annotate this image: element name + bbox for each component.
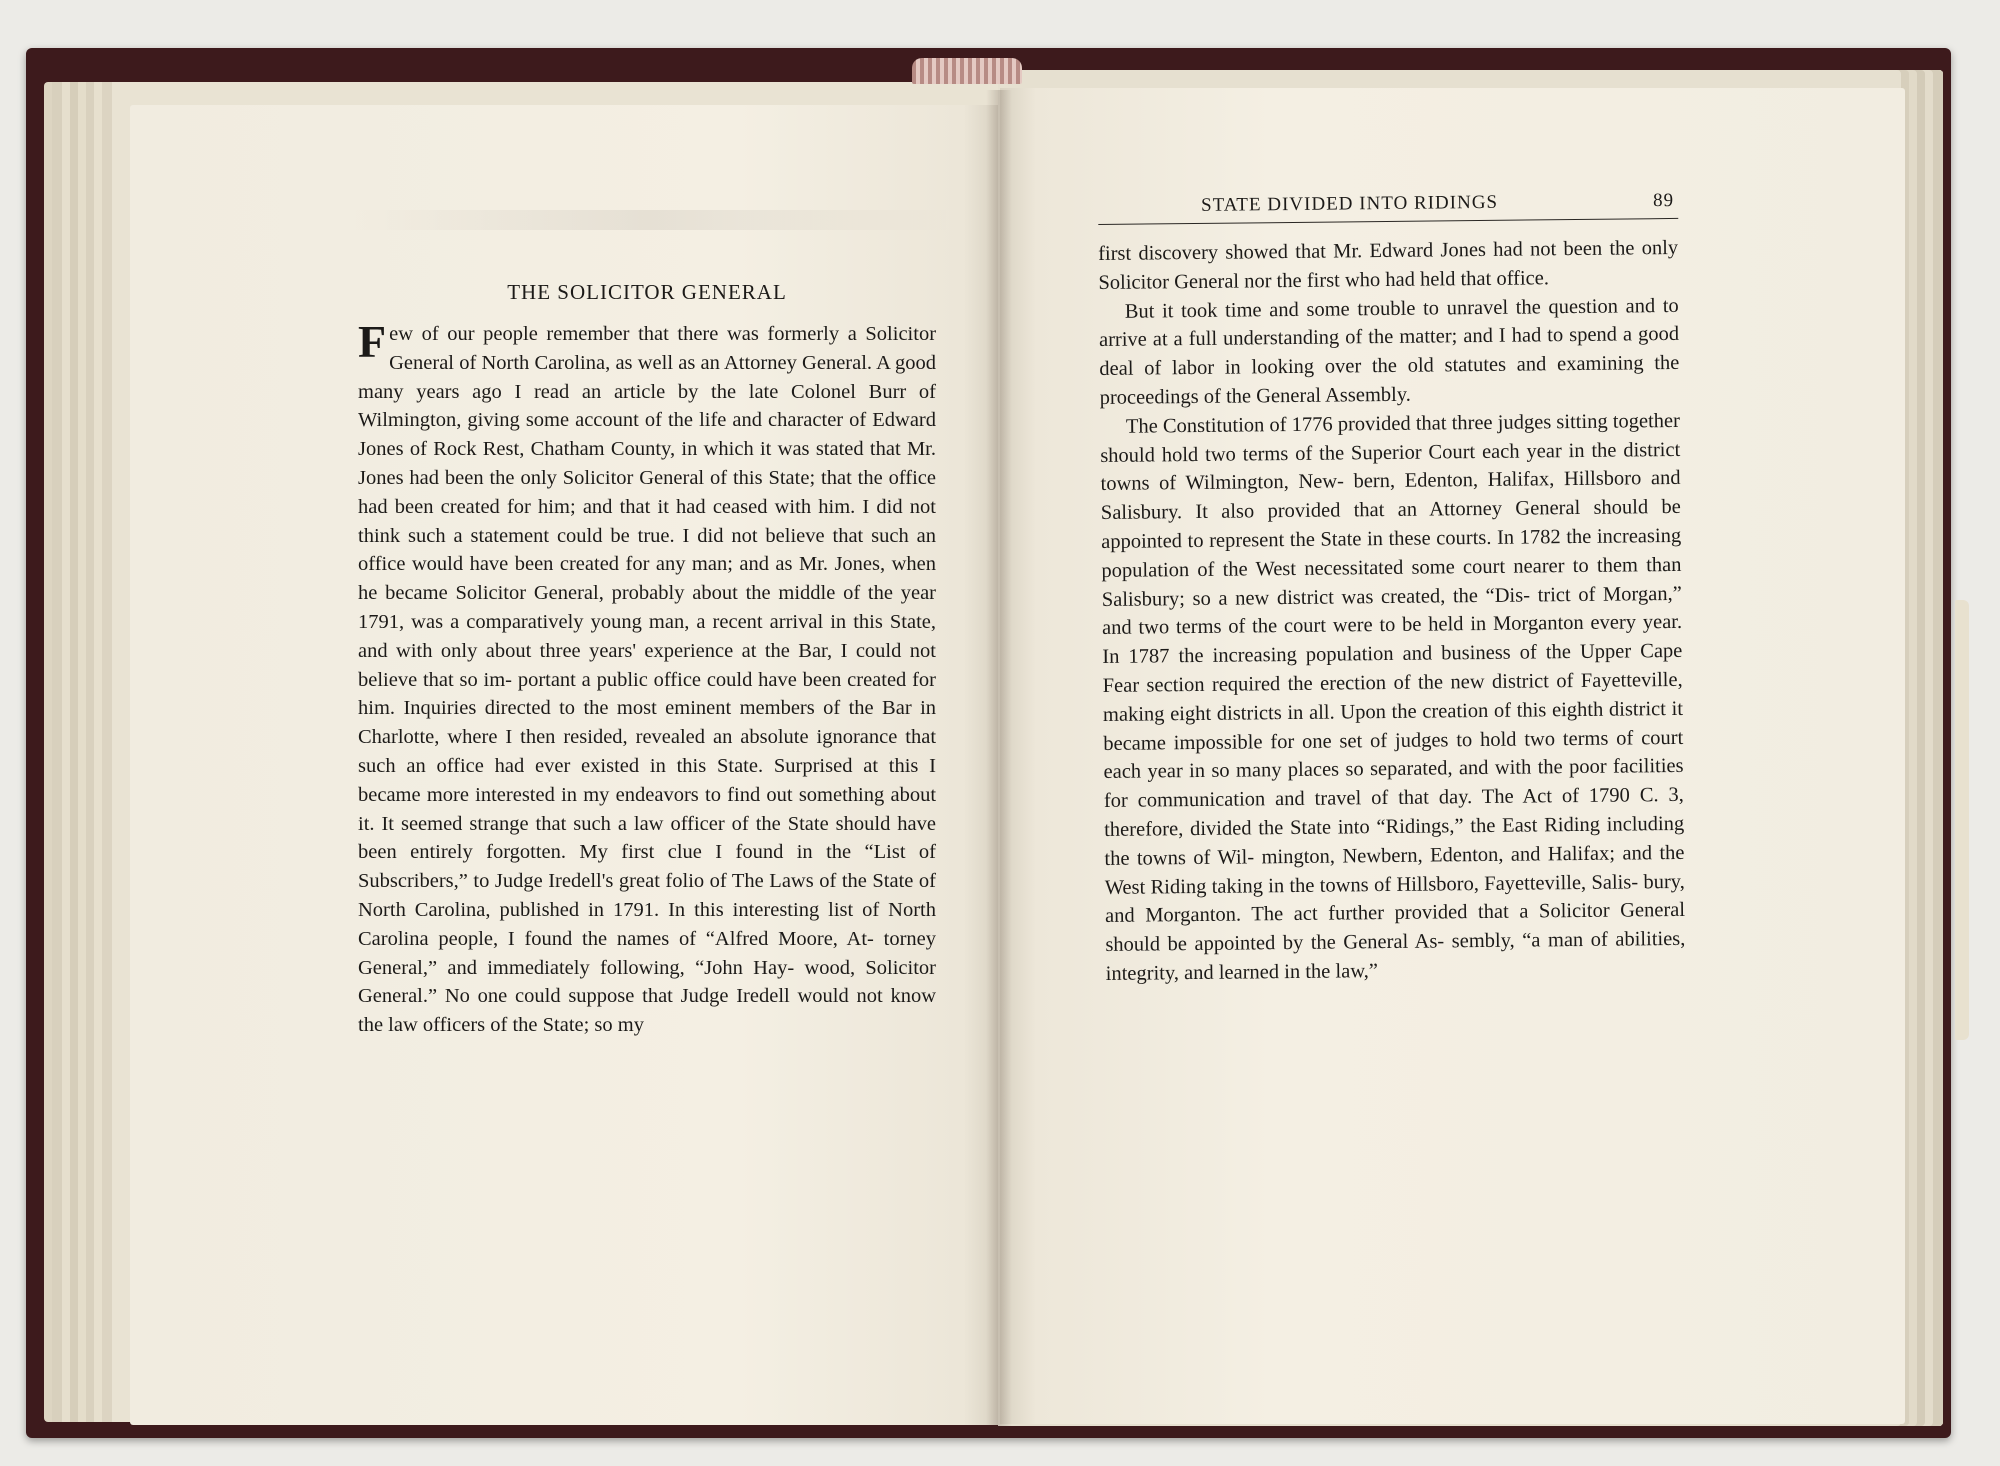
text-line: of court each year in so many places so separated, and with: [1103, 726, 1684, 784]
running-head-title: STATE DIVIDED INTO RIDINGS: [1200, 191, 1499, 216]
text-line: The Constitution of 1776 provided that three judges: [1125, 411, 1552, 438]
text-line: My first clue I found in the “List of Subscribers,” to Judge: [358, 841, 936, 893]
text-line: torney General,” and immediately following, “John Hay-: [358, 927, 937, 979]
text-line: Court each year in the district towns of Wilmington, New-: [1100, 438, 1681, 496]
text-line: in Charlotte, where I then resided, revealed an absolute: [358, 697, 937, 749]
text-line: the poor facilities for communication and travel of that day.: [1103, 755, 1684, 813]
text-line: office.: [1496, 267, 1550, 290]
text-line: Riding taking in the towns of Hillsboro, Fayetteville, Salis-: [1150, 870, 1639, 899]
chapter-title: THE SOLICITOR GENERAL: [507, 280, 787, 304]
text-line: Assembly.: [1324, 383, 1411, 407]
text-line: the only Solicitor General nor the first who had held that: [1098, 236, 1679, 294]
text-line: sitting together should hold two terms of the Superior: [1100, 409, 1681, 467]
left-paragraph: [358, 316, 937, 1040]
text-line: County, in which it was stated that Mr. Jones had been the: [358, 438, 936, 489]
text-line: Mr. Jones, when he became Solicitor General, probably about: [358, 553, 936, 605]
drop-cap: F: [358, 316, 387, 367]
text-line: statutes and examining the proceedings of the General: [1099, 352, 1680, 409]
text-line: Colonel Burr of Wilmington, giving some account of the: [358, 380, 936, 432]
text-line: bern, Edenton, Halifax, Hillsboro and Salisbury. It also: [1100, 467, 1681, 525]
paragraph: [1099, 292, 1680, 413]
text-line: ew of our people remember that there was formerly a: [389, 323, 857, 345]
text-line: and business of the Upper Cape Fear section required the: [1102, 640, 1683, 697]
text-line: think such a statement could be true. I did not believe that: [358, 524, 864, 547]
text-line: General. A good many years ago I read an article by the late: [358, 351, 937, 403]
text-line: trict of Morgan,” and two terms of the court were to be held: [1101, 582, 1682, 640]
text-line: Solicitor General of North Carolina, as well as an Attorney: [389, 323, 937, 374]
text-line: first discovery showed that Mr. Edward Jones had not been: [1098, 237, 1603, 265]
text-line: such an office would have been created for any man; and as: [358, 524, 936, 576]
page-number: 89: [1652, 189, 1675, 212]
text-line: sembly, “a man of abilities, integrity, and learned in the law,”: [1105, 928, 1686, 985]
text-line: and to arrive at a full understanding of the matter; and I: [1098, 294, 1679, 352]
text-line: created for him; and that it had ceased with him. I did not: [440, 495, 936, 518]
text-line: in Morganton every year. In 1787 the increasing population: [1102, 611, 1683, 669]
book-gutter: [986, 90, 1012, 1430]
paragraph: [1098, 234, 1679, 298]
running-head: [1098, 190, 1678, 225]
text-line: provided that an Attorney General should be appointed to: [1101, 496, 1681, 553]
text-line: wood, Solicitor General.” No one could suppose that Judge: [358, 956, 936, 1008]
left-page-text: [358, 316, 937, 1040]
text-line: Iredell's great folio of The Laws of the State of North: [358, 870, 936, 921]
text-line: the middle of the year 1791, was a comparatively young: [358, 582, 936, 633]
headband: [912, 58, 1022, 84]
text-line: became impossible for one set of judges to hold two terms: [1103, 727, 1609, 755]
paragraph: [1100, 407, 1686, 989]
text-line: only Solicitor General of this State; that the office had been: [358, 466, 936, 518]
text-line: bury, and Morganton. The act further provided that a: [1104, 870, 1685, 928]
text-line: “Ridings,” the East Riding including the towns of Wil-: [1104, 812, 1685, 870]
text-line: The Act of 1790 C. 3, therefore, divided the State into: [1104, 784, 1684, 841]
text-line: to find out something about it. It seemed strange that such: [358, 783, 937, 835]
text-line: them than Salisbury; so a new district was created, the “Dis-: [1101, 553, 1682, 611]
show-through-text: [350, 210, 950, 230]
text-line: represent the State in these courts. In 1782 the increasing: [1209, 524, 1682, 552]
text-line: population of the West necessitated some court nearer to: [1101, 554, 1589, 582]
text-line: life and character of Edward Jones of Rock Rest, Chatham: [358, 409, 936, 461]
text-line: Surprised at this I became more interested in my endeavors: [358, 754, 936, 806]
text-line: a law officer of the State should have been entirely forgotten.: [358, 812, 936, 864]
torn-page-edge: [1955, 600, 1969, 1040]
text-line: Solicitor General should be appointed by the General As-: [1105, 899, 1686, 957]
text-line: portant a public office could have been created for him.: [358, 668, 937, 720]
text-line: erection of the new district of Fayetteville, making eight: [1102, 668, 1683, 726]
text-line: man, a recent arrival in this State, and with only about three: [358, 610, 937, 662]
text-line: mington, Newbern, Edenton, and Halifax; and the West: [1104, 841, 1685, 899]
text-line: years' experience at the Bar, I could not believe that so im-: [358, 639, 936, 691]
text-line: ignorance that such an office had ever existed in this State.: [358, 726, 937, 777]
text-line: had to spend a good deal of labor in looking over the old: [1099, 323, 1680, 381]
text-line: Inquiries directed to the most eminent members of the Bar: [403, 697, 912, 720]
right-page-text: [1098, 234, 1686, 989]
text-line: Carolina people, I found the names of “Alfred Moore, At-: [358, 927, 874, 950]
text-line: But it took time and some trouble to unravel the question: [1124, 295, 1619, 323]
text-line: districts in all. Upon the creation of this eighth district it: [1216, 697, 1684, 725]
text-line: Carolina, published in 1791. In this interesting list of North: [414, 898, 937, 921]
text-line: Iredell would not know the law officers of the State; so my: [358, 985, 936, 1037]
